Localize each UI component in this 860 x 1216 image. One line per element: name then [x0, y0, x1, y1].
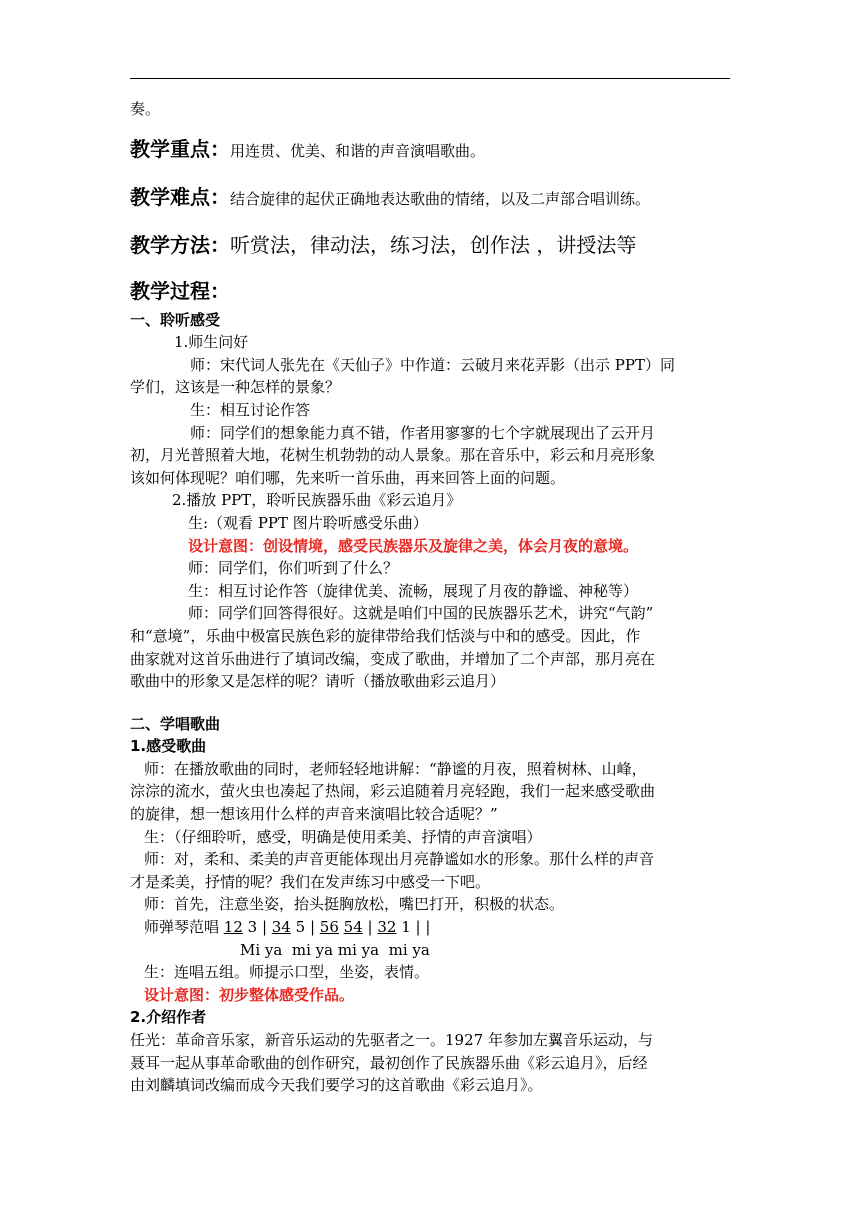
- difficulty-heading: [130, 183, 730, 213]
- notation-line: [130, 916, 730, 939]
- method-text: 听赏法，律动法，练习法，创作法 ，讲授法等: [230, 232, 637, 257]
- process-heading: 教学过程：: [130, 278, 230, 303]
- subsection-heading: 1.感受歌曲: [130, 737, 207, 756]
- text-line: 生：（仔细聆听，感受，明确是使用柔美、抒情的声音演唱）: [144, 827, 542, 846]
- text-line: 生：相互讨论作答: [190, 400, 311, 419]
- syllable-line: Mi ya mi ya mi ya mi ya: [240, 940, 430, 959]
- subsection-heading: 2.播放 PPT，聆听民族器乐曲《彩云追月》: [172, 491, 462, 510]
- notation-note: |: [362, 918, 378, 937]
- header-rule: [130, 78, 730, 79]
- text-line: 淙淙的流水，萤火虫也凑起了热闹，彩云追随着月亮轻跑，我们一起来感受歌曲: [130, 782, 656, 801]
- notation-prefix: 师弹琴范唱: [144, 918, 224, 937]
- notation-note: 32: [377, 918, 397, 937]
- subsection-heading: 1.师生问好: [174, 333, 249, 352]
- notation-note: 54: [343, 918, 363, 937]
- text-line: 由刘麟填词改编而成今天我们要学习的这首歌曲《彩云追月》。: [130, 1076, 543, 1095]
- notation-note: 56: [319, 918, 339, 937]
- subsection-heading: 2.介绍作者: [130, 1008, 207, 1027]
- difficulty-text: 结合旋律的起伏正确地表达歌曲的情绪，以及二声部合唱训练。: [230, 189, 651, 208]
- text-line: 师：对，柔和、柔美的声音更能体现出月亮静谧如水的形象。那什么样的声音: [144, 850, 655, 869]
- text-line: 奏。: [130, 100, 161, 118]
- text-line: 初，月光普照着大地，花树生机勃勃的动人景象。那在音乐中，彩云和月亮形象: [130, 446, 656, 465]
- text-line: 师：在播放歌曲的同时，老师轻轻地讲解：“静谧的月夜，照着树林、山峰，: [144, 759, 647, 778]
- key-point-heading: [130, 135, 730, 165]
- text-line: 学们，这该是一种怎样的景象？: [130, 378, 341, 397]
- document-page: [130, 98, 730, 1097]
- key-point-label: 教学重点：: [130, 136, 230, 161]
- text-line: 师：同学们的想象能力真不错，作者用寥寥的七个字就展现出了云开月: [190, 423, 656, 442]
- text-line: 生:（观看 PPT 图片聆听感受乐曲）: [188, 513, 428, 532]
- text-line: 曲家就对这首乐曲进行了填词改编，变成了歌曲，并增加了二个声部，那月亮在: [130, 649, 656, 668]
- text-line: 师：同学们，你们听到了什么？: [188, 559, 399, 578]
- notation-note: 34: [271, 918, 291, 937]
- text-line: 的旋律，想一想该用什么样的声音来演唱比较合适呢？”: [130, 805, 498, 824]
- text-line: 师：首先，注意坐姿，抬头挺胸放松，嘴巴打开，积极的状态。: [144, 895, 565, 914]
- text-line: 任光：革命音乐家，新音乐运动的先驱者之一。1927 年参加左翼音乐运动，与: [130, 1031, 653, 1049]
- text-line: 师：宋代词人张先在《天仙子》中作道：云破月来花弄影（出示 PPT）同: [190, 355, 675, 374]
- text-line: 歌曲中的形象又是怎样的呢？请听（播放歌曲彩云追月）: [130, 672, 506, 691]
- text-line: 才是柔美，抒情的呢？我们在发声练习中感受一下吧。: [130, 872, 491, 891]
- notation-note: 1 | |: [396, 918, 431, 937]
- design-intent-note: 设计意图：初步整体感受作品。: [144, 985, 355, 1004]
- key-point-text: 用连贯、优美、和谐的声音演唱歌曲。: [230, 141, 486, 160]
- text-line: 师：同学们回答得很好。这就是咱们中国的民族器乐艺术，讲究“气韵”: [188, 604, 654, 623]
- text-line: 和“意境”，乐曲中极富民族色彩的旋律带给我们恬淡与中和的感受。因此，作: [130, 626, 641, 645]
- method-label: 教学方法：: [130, 232, 230, 257]
- text-line: 该如何体现呢？咱们哪，先来听一首乐曲，再来回答上面的问题。: [130, 468, 566, 487]
- text-line: 生：连唱五组。师提示口型，坐姿，表情。: [144, 963, 430, 982]
- section-heading: 一、聆听感受: [130, 310, 221, 329]
- notation-note: 3 |: [242, 918, 272, 937]
- notation-note: 12: [223, 918, 243, 937]
- notation-note: 5 |: [290, 918, 320, 937]
- text-line: 生：相互讨论作答（旋律优美、流畅，展现了月夜的静谧、神秘等）: [188, 581, 639, 600]
- design-intent-note: 设计意图：创设情境，感受民族器乐及旋律之美，体会月夜的意境。: [188, 536, 639, 555]
- method-heading: [130, 231, 730, 259]
- section-heading: 二、学唱歌曲: [130, 714, 221, 733]
- difficulty-label: 教学难点：: [130, 184, 230, 209]
- text-line: 聂耳一起从事革命歌曲的创作研究，最初创作了民族器乐曲《彩云追月》，后经: [130, 1053, 648, 1072]
